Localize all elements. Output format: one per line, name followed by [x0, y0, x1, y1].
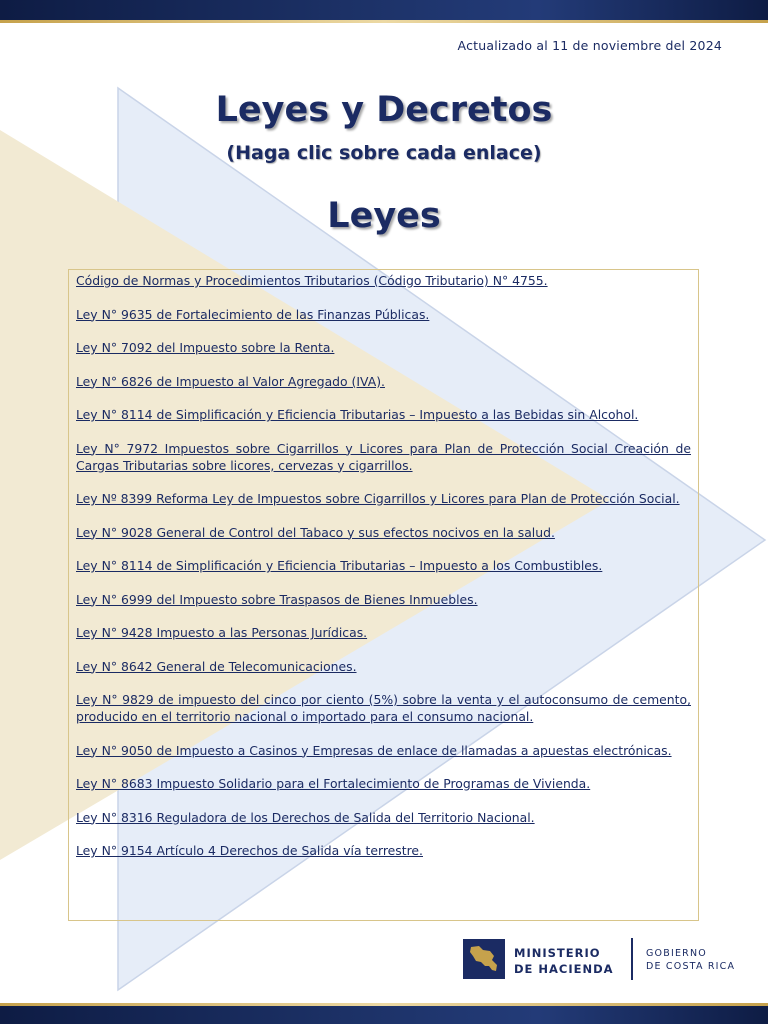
law-link-8316[interactable]: Ley N° 8316 Reguladora de los Derechos de Salida del Territorio Nacional. [76, 809, 535, 825]
law-item [76, 809, 691, 826]
law-item [76, 591, 691, 608]
law-link-9050[interactable]: Ley N° 9050 de Impuesto a Casinos y Empresas de enlace de llamadas a apuestas electrónicas. [76, 742, 672, 758]
law-item [76, 406, 691, 423]
law-link-8114-bebidas[interactable]: Ley N° 8114 de Simplificación y Eficiencia Tributarias – Impuesto a las Bebidas sin Alcohol. [76, 407, 639, 422]
page-subtitle: (Haga clic sobre cada enlace) [226, 142, 542, 164]
laws-box [68, 269, 699, 921]
government-name [646, 947, 735, 973]
law-item [76, 272, 691, 289]
law-item [76, 658, 691, 675]
law-link-9428[interactable]: Ley N° 9428 Impuesto a las Personas Jurídicas. [76, 625, 368, 640]
law-link-9829[interactable]: Ley N° 9829 de impuesto del cinco por ciento (5%) sobre la venta y el autoconsumo de cemento, producido en el territorio nacional o importado para el consumo nacional. [76, 692, 691, 724]
law-link-9028[interactable]: Ley N° 9028 General de Control del Tabaco y sus efectos nocivos en la salud. [76, 524, 555, 540]
law-item [76, 524, 691, 541]
law-link-6826[interactable]: Ley N° 6826 de Impuesto al Valor Agregado (IVA). [76, 373, 385, 389]
law-item [76, 557, 691, 574]
updated-date: Actualizado al 11 de noviembre del 2024 [457, 38, 722, 53]
logo-divider [631, 938, 633, 980]
law-link-8399[interactable]: Ley Nº 8399 Reforma Ley de Impuestos sobre Cigarrillos y Licores para Plan de Protección Social. [76, 491, 680, 506]
law-item [76, 775, 691, 792]
law-item [76, 339, 691, 356]
ministry-line-2: DE HACIENDA [514, 962, 614, 976]
law-link-9635[interactable]: Ley N° 9635 de Fortalecimiento de las Finanzas Públicas. [76, 306, 430, 322]
costa-rica-map-icon [463, 939, 505, 979]
gov-line-2: DE COSTA RICA [646, 961, 736, 972]
law-item [76, 440, 691, 474]
law-link-9154[interactable]: Ley N° 9154 Artículo 4 Derechos de Salida vía terrestre. [76, 843, 423, 858]
law-item [76, 490, 691, 507]
law-link-8683[interactable]: Ley N° 8683 Impuesto Solidario para el Fortalecimiento de Programas de Vivienda. [76, 776, 591, 791]
laws-list [76, 272, 691, 859]
law-link-8114-combustibles[interactable]: Ley N° 8114 de Simplificación y Eficiencia Tributarias – Impuesto a los Combustibles. [76, 558, 603, 573]
law-link-codigo-tributario[interactable]: Código de Normas y Procedimientos Tributarios (Código Tributario) N° 4755. [76, 273, 548, 288]
section-heading: Leyes [327, 196, 441, 236]
law-item [76, 691, 691, 725]
law-link-6999[interactable]: Ley N° 6999 del Impuesto sobre Traspasos de Bienes Inmuebles. [76, 591, 478, 607]
law-link-7972[interactable]: Ley N° 7972 Impuestos sobre Cigarrillos y Licores para Plan de Protección Social Creación de Cargas Tributarias sobre licores, cervezas y cigarrillos. [76, 440, 691, 473]
law-item [76, 842, 691, 859]
law-item [76, 373, 691, 390]
law-link-8642[interactable]: Ley N° 8642 General de Telecomunicaciones. [76, 658, 357, 674]
ministry-name [514, 945, 614, 977]
law-link-7092[interactable]: Ley N° 7092 del Impuesto sobre la Renta. [76, 340, 335, 355]
ministry-line-1: MINISTERIO [514, 946, 601, 960]
gov-line-1: GOBIERNO [646, 948, 707, 959]
ministry-logo [463, 938, 753, 982]
law-item [76, 306, 691, 323]
page-title: Leyes y Decretos [215, 90, 553, 130]
law-item [76, 742, 691, 759]
bottom-banner [0, 1006, 768, 1024]
law-item [76, 624, 691, 641]
